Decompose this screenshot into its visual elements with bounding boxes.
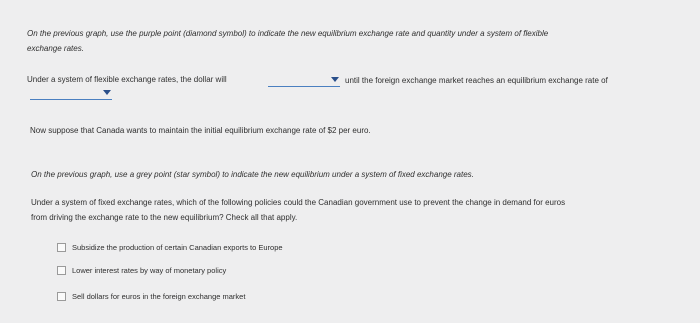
option-lower-interest-rates[interactable]	[57, 265, 226, 277]
option-label: Lower interest rates by way of monetary policy	[72, 266, 227, 275]
question-1-line-2: exchange rates.	[27, 44, 84, 53]
option-subsidize-exports[interactable]	[57, 242, 283, 254]
question-2-middle: until the foreign exchange market reaches an equilibrium exchange rate of	[345, 76, 608, 85]
chevron-down-icon	[103, 90, 111, 95]
question-3: On the previous graph, use a grey point (star symbol) to indicate the new equilibrium under a system of fixed exchange rates.	[31, 170, 474, 179]
exchange-rate-dropdown[interactable]	[30, 87, 112, 100]
checkbox[interactable]	[57, 266, 66, 275]
direction-dropdown[interactable]	[268, 74, 340, 87]
question-4-line-1: Under a system of fixed exchange rates, which of the following policies could the Canadian government use to prevent the change in demand for euros	[31, 198, 566, 207]
question-4-line-2	[31, 211, 297, 225]
option-sell-dollars[interactable]	[57, 291, 245, 303]
option-label: Subsidize the production of certain Canadian exports to Europe	[72, 243, 283, 252]
checkbox[interactable]	[57, 243, 66, 252]
option-label: Sell dollars for euros in the foreign exchange market	[72, 292, 246, 301]
question-4-line-2-text: from driving the exchange rate to the new equilibrium? Check all that apply.	[31, 213, 298, 222]
checkbox[interactable]	[57, 292, 66, 301]
canada-statement: Now suppose that Canada wants to maintain the initial equilibrium exchange rate of $2 per euro.	[30, 126, 371, 135]
question-2-prefix: Under a system of flexible exchange rates, the dollar will	[27, 75, 227, 84]
chevron-down-icon	[331, 77, 339, 82]
question-1-line-1: On the previous graph, use the purple point (diamond symbol) to indicate the new equilibrium exchange rate and quantity under a system of flexible	[27, 29, 549, 38]
